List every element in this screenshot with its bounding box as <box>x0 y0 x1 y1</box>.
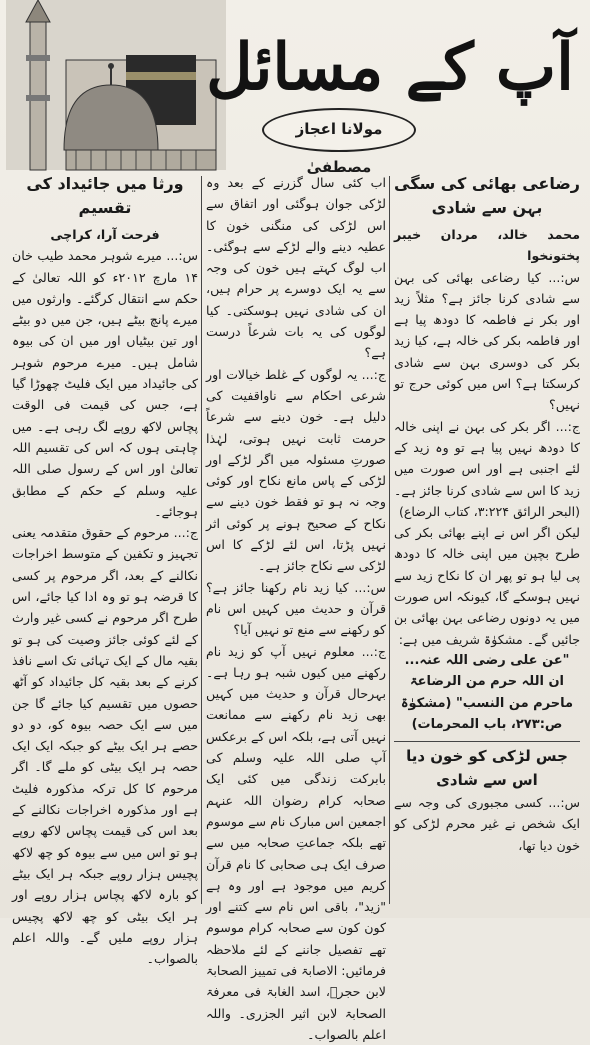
column-divider <box>389 176 390 904</box>
answer-paragraph: ج:... معلوم نہیں آپ کو زید نام رکھنے میں کیوں شبہ ہو رہا ہے۔ بہرحال قرآن و حدیث میں کہیں بھی زید نام رکھنے سے ممانعت نہیں آتی ہے، بلکہ اس کے برعکس آپ صلی اللہ علیہ وسلم کی بابرکت زندگی میں کئی ایک صحابہ کرام رضوان اللہ عنہم اجمعین اس مبارک نام سے موسوم تھے بلکہ جماعتِ صحابہ میں سے صرف ایک ہی صحابی کا نام قرآن کریم میں موجود ہے اور وہ ہے "زید"، باقی اس نام سے کتنے اور کون کون سے صحابہ کرام موسوم تھے تفصیل جاننے کے لئے ملاحظہ فرمائیں: الاصابۃ فی تمییز الصحابۃ لابن حجرؒ، اسد الغابۃ فی معرفۃ الصحابۃ لابن اثیر الجزری۔ واللہ اعلم بالصواب۔ <box>206 643 386 1042</box>
asker-name: فرحت آرا، کراچی <box>50 227 160 242</box>
question-paragraph: س:... کسی مجبوری کی وجہ سے ایک شخص نے غیر محرم لڑکی کو خون دیا تھا، <box>394 795 580 853</box>
article-columns <box>12 172 580 1042</box>
answer-paragraph: لیکن اگر اس نے اپنے بھائی بکر کی طرح بچپن میں اپنی خالہ کا دودھ پی لیا ہو تو پھر ان کا نکاح زید سے نہیں ہوسکے گا، کیونکہ اس صورت میں یہ دونوں رضاعی بہن بھائی بن جائیں گے۔ مشکوٰۃ شریف میں ہے: <box>394 525 580 647</box>
question-paragraph: س:... میرے شوہر محمد طیب خان ۱۴ مارچ ۲۰۱۲ء کو اللہ تعالیٰ کے حکم سے انتقال کرگئے۔ وارثوں میں میرے پانچ بیٹے ہیں، جن میں دو بیٹے اور تین بیٹیاں اور میں ان کی بیوہ شامل ہیں۔ میرے مرحوم شوہر کی جائیداد میں ایک فلیٹ چھوڑا گیا ہے، جس کی قیمت فی الوقت پچاس لاکھ روپے لگ رہی ہے۔ میں چاہتی ہوں کہ اس کی تقسیم اللہ تعالیٰ اور اس کے رسول صلی اللہ علیہ وسلم کے حکم کے مطابق ہوجائے۔ <box>12 248 198 519</box>
question-paragraph: س:... کیا رضاعی بھائی کی بہن سے شادی کرنا جائز ہے؟ مثلاً زید اور بکر نے فاطمہ کا دودھ پیا ہے اور فاطمہ بکر کی خالہ ہے، کیا زید بکر کی دوسری بہن سے شادی کرسکتا ہے؟ اس میں کوئی حرج تو نہیں؟ <box>394 269 580 413</box>
arabic-quote: ان اللہ حرم من الرضاعۃ ماحرم من النسب" (مشکوٰۃ ص:۲۷۳، باب المحرمات) <box>400 674 574 732</box>
article-heading: رضاعی بھائی کی سگی بہن سے شادی <box>394 174 580 217</box>
column-divider <box>201 176 202 904</box>
question-paragraph: س:... کیا زید نام رکھنا جائز ہے؟ قرآن و حدیث میں کہیں اس نام کو رکھنے سے منع تو نہیں آیا؟ <box>206 579 386 638</box>
article-heading: جس لڑکی کو خون دیا اس سے شادی <box>394 741 580 792</box>
mosque-illustration <box>6 0 226 170</box>
answer-paragraph: ج:... یہ لوگوں کے غلط خیالات اور شرعی احکام سے ناواقفیت کی دلیل ہے۔ خون دینے سے شرعاً حرمت ثابت نہیں ہوتی، لہٰذا صورتِ مسئولہ میں اگر لڑکے اور لڑکی کے پاس مانع نکاح اور کوئی وجہ نہ ہو تو فقط خون دینے سے نکاح کے صحیح ہونے پر کوئی اثر نہیں پڑتا، اس لئے لڑکے کا اس لڑکی سے نکاح جائز ہے۔ <box>206 366 386 574</box>
page-header <box>0 0 590 176</box>
author-byline: مولانا اعجاز مصطفیٰ <box>262 108 416 152</box>
section-title: آپ کے مسائل <box>206 30 574 105</box>
column-right <box>394 172 580 908</box>
article-heading: ورثا میں جائیداد کی تقسیم <box>26 174 184 217</box>
column-middle <box>206 172 386 1042</box>
arabic-quote: "عن علی رضی اللہ عنہ... <box>404 652 570 668</box>
answer-paragraph: ج:... اگر بکر کی بہن نے اپنی خالہ کا دودھ نہیں پیا ہے تو وہ زید کے لئے اجنبی ہے اور اس صورت میں زید کا اس سے شادی کرنا جائز ہے۔ (البحر الرائق ۳:۲۲۴، کتاب الرضاع) <box>394 418 580 519</box>
column-left <box>12 172 198 967</box>
answer-paragraph: ج:... مرحوم کے حقوق متقدمہ یعنی تجہیز و تکفین کے متوسط اخراجات نکالنے کے بعد، اگر مرحوم پر کسی کا قرضہ ہو تو وہ ادا کیا جائے، اس طرح اگر مرحوم نے کسی غیر وارث کے لئے کوئی جائز وصیت کی ہو تو بقیہ مال کے ایک تہائی تک اسے نافذ کرنے کے بعد بقیہ کل جائیداد کو آٹھ حصوں میں تقسیم کیا جائے گا جن میں سے ایک حصہ بیوہ کو، دو دو حصے ہر ایک بیٹے کو جبکہ ایک ایک حصہ ہر ایک بیٹی کو ملے گا۔ اگر مرحوم کا کل ترکہ مذکورہ فلیٹ ہے اور مذکورہ اخراجات نکالنے کے بعد اس کی قیمت پچاس لاکھ روپے ہو تو اس میں سے بیوہ کو چھ لاکھ پچیس ہزار روپے جبکہ ہر ایک بیٹے کو بارہ لاکھ پچاس ہزار روپے اور ہر ایک بیٹی کو چھ لاکھ پچیس ہزار روپے ملیں گے۔ واللہ اعلم بالصواب۔ <box>12 525 198 967</box>
question-paragraph: اب کئی سال گزرنے کے بعد وہ لڑکی جوان ہوگئی اور اتفاق سے اس لڑکی کی منگنی خون کا عطیہ دینے والے لڑکے سے ہوگئی۔ اب لوگ کہتے ہیں خون کی وجہ سے یہ ایک دوسرے پر حرام ہیں، ان کی شادی نہیں ہوسکتی۔ کیا لوگوں کی یہ بات شرعاً درست ہے؟ <box>206 175 386 361</box>
asker-name: محمد خالد، مردان خیبر پختونخوا <box>394 227 580 264</box>
